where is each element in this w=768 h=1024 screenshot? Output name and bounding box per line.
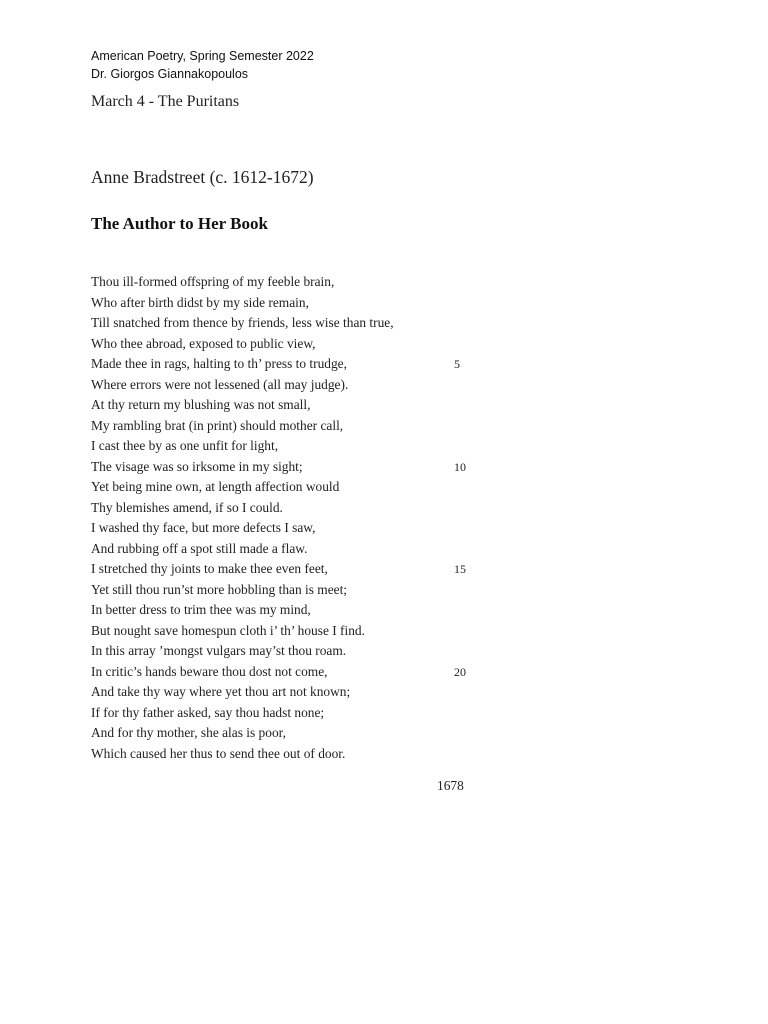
poem-line-text: And take thy way where yet thou art not known; <box>91 684 351 699</box>
poem-line <box>91 559 491 580</box>
poem-line <box>91 723 491 744</box>
instructor-name: Dr. Giorgos Giannakopoulos <box>91 67 249 81</box>
poem-line <box>91 518 491 539</box>
poem-line <box>91 621 491 642</box>
poem-line <box>91 375 491 396</box>
poem-line-text: Thou ill-formed offspring of my feeble brain, <box>91 274 335 289</box>
poem-line <box>91 436 491 457</box>
poem-line <box>91 703 491 724</box>
poem-line-text: In this array ’mongst vulgars may’st thou roam. <box>91 643 347 658</box>
poem-line-text: I washed thy face, but more defects I saw, <box>91 520 316 535</box>
session-heading: March 4 - The Puritans <box>91 93 240 110</box>
poem-line <box>91 457 491 478</box>
poem-line-text: Till snatched from thence by friends, less wise than true, <box>91 315 394 330</box>
poem-line <box>91 272 491 293</box>
poem-line-text: In critic’s hands beware thou dost not come, <box>91 663 328 679</box>
poem-line-text: I stretched thy joints to make thee even feet, <box>91 561 328 576</box>
poem-line <box>91 395 491 416</box>
poem-line-text: Who thee abroad, exposed to public view, <box>91 335 316 351</box>
poem-line <box>91 293 491 314</box>
poem-line-text: Made thee in rags, halting to th’ press to trudge, <box>91 356 347 371</box>
poem-line <box>91 744 491 765</box>
poem-title: The Author to Her Book <box>91 214 268 233</box>
line-number: 15 <box>454 562 466 576</box>
poem-line-text: Yet being mine own, at length affection would <box>91 479 340 494</box>
poem-line <box>91 498 491 519</box>
line-number: 20 <box>454 664 466 679</box>
line-number: 5 <box>454 357 460 371</box>
poem-line <box>91 539 491 560</box>
poem-line-text: Where errors were not lessened (all may judge). <box>91 376 349 392</box>
poem-line-text: And for thy mother, she alas is poor, <box>91 725 286 740</box>
poem-year: 1678 <box>437 778 464 793</box>
poem-line-text: And rubbing off a spot still made a flaw. <box>91 540 308 556</box>
poem-line-text: I cast thee by as one unfit for light, <box>91 438 279 453</box>
poem-line-text: Thy blemishes amend, if so I could. <box>91 499 283 515</box>
poem-line-text: The visage was so irksome in my sight; <box>91 458 303 474</box>
poem-body <box>91 272 491 764</box>
poet-name: Anne Bradstreet (c. 1612-1672) <box>91 167 314 187</box>
poem-line-text: My rambling brat (in print) should mother call, <box>91 417 344 433</box>
poem-line <box>91 416 491 437</box>
poem-line-text: At thy return my blushing was not small, <box>91 397 311 412</box>
poem-line-text: If for thy father asked, say thou hadst none; <box>91 704 325 720</box>
poem-line-text: Which caused her thus to send thee out of door. <box>91 745 346 761</box>
poem-line-text: In better dress to trim thee was my mind, <box>91 602 311 617</box>
poem-line <box>91 580 491 601</box>
poem-line <box>91 354 491 375</box>
poem-line <box>91 477 491 498</box>
poem-line-text: But nought save homespun cloth i’ th’ house I find. <box>91 622 365 638</box>
poem-line <box>91 641 491 662</box>
poem-line <box>91 682 491 703</box>
course-header <box>91 47 314 83</box>
poem-line <box>91 313 491 334</box>
poem-line <box>91 600 491 621</box>
line-number: 10 <box>454 459 466 474</box>
course-title: American Poetry, Spring Semester 2022 <box>91 49 314 63</box>
poem-line-text: Yet still thou run’st more hobbling than is meet; <box>91 581 348 597</box>
poem-line <box>91 662 491 683</box>
poem-line-text: Who after birth didst by my side remain, <box>91 294 309 310</box>
poem-line <box>91 334 491 355</box>
